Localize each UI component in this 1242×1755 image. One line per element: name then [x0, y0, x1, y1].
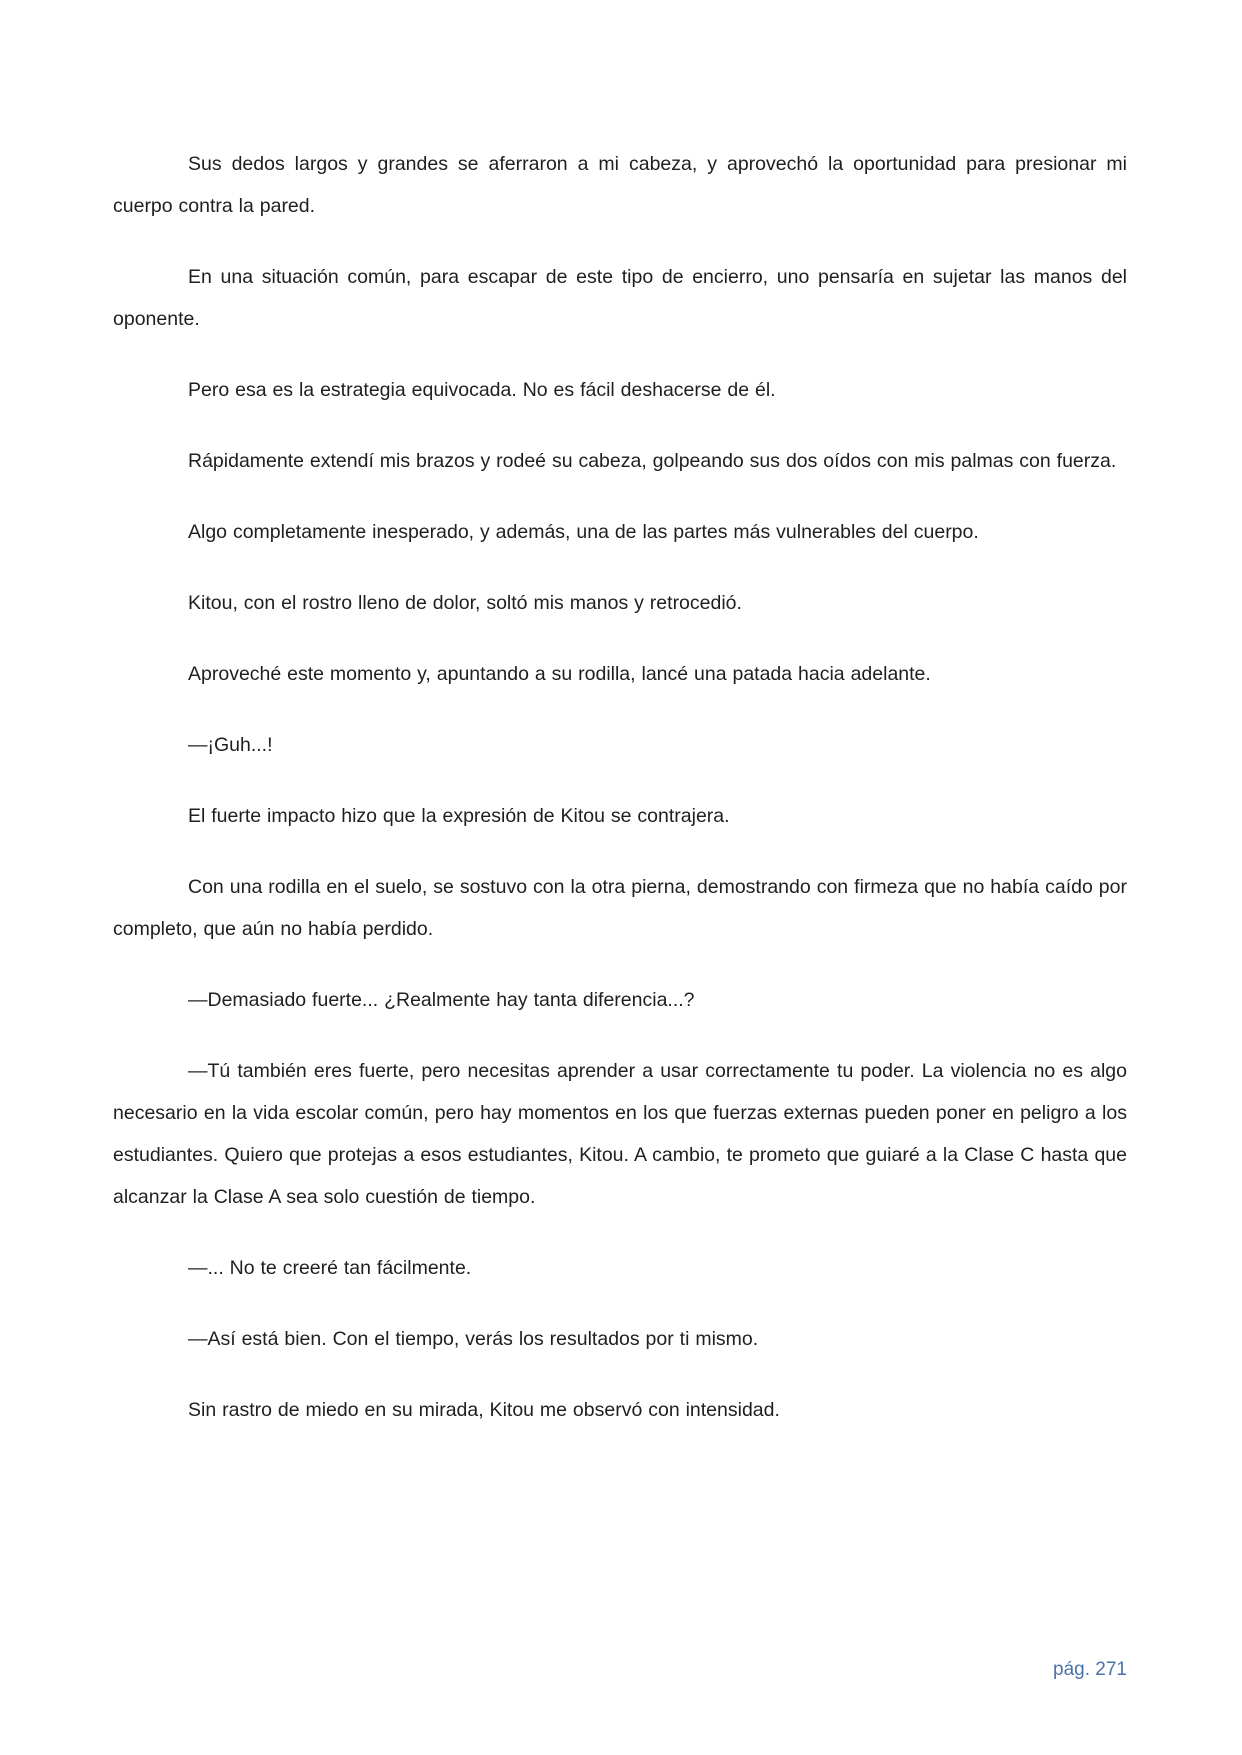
- dialogue-paragraph: —¡Guh...!: [188, 734, 273, 756]
- paragraph: Pero esa es la estrategia equivocada. No es fácil deshacerse de él.: [188, 379, 776, 401]
- dialogue-paragraph: —Demasiado fuerte... ¿Realmente hay tanta diferencia...?: [188, 989, 695, 1011]
- dialogue-paragraph: —Así está bien. Con el tiempo, verás los resultados por ti mismo.: [188, 1328, 759, 1350]
- dialogue-paragraph: —... No te creeré tan fácilmente.: [188, 1257, 472, 1279]
- paragraph: En una situación común, para escapar de este tipo de encierro, uno pensaría en sujetar las manos del oponente.: [113, 266, 1127, 330]
- dialogue-paragraph: —Tú también eres fuerte, pero necesitas aprender a usar correctamente tu poder. La violencia no es algo necesario en la vida escolar común, pero hay momentos en los que fuerzas externas pueden poner en peligro a los estudiantes. Quiero que protejas a esos estudiantes, Kitou. A cambio, te prometo que guiaré a la Clase C hasta que alcanzar la Clase A sea solo cuestión de tiempo.: [113, 1060, 1127, 1208]
- page-body-text: [113, 143, 1127, 1460]
- paragraph: Rápidamente extendí mis brazos y rodeé su cabeza, golpeando sus dos oídos con mis palmas con fuerza.: [188, 450, 1117, 472]
- paragraph: Kitou, con el rostro lleno de dolor, soltó mis manos y retrocedió.: [188, 592, 742, 614]
- paragraph: Sin rastro de miedo en su mirada, Kitou me observó con intensidad.: [188, 1399, 780, 1421]
- paragraph: Algo completamente inesperado, y además, una de las partes más vulnerables del cuerpo.: [188, 521, 979, 543]
- paragraph: Con una rodilla en el suelo, se sostuvo con la otra pierna, demostrando con firmeza que no había caído por completo, que aún no había perdido.: [113, 876, 1127, 940]
- page-number: pág. 271: [1053, 1659, 1127, 1680]
- paragraph: El fuerte impacto hizo que la expresión de Kitou se contrajera.: [188, 805, 730, 827]
- paragraph: Sus dedos largos y grandes se aferraron a mi cabeza, y aprovechó la oportunidad para presionar mi cuerpo contra la pared.: [113, 153, 1127, 217]
- paragraph: Aproveché este momento y, apuntando a su rodilla, lancé una patada hacia adelante.: [188, 663, 931, 685]
